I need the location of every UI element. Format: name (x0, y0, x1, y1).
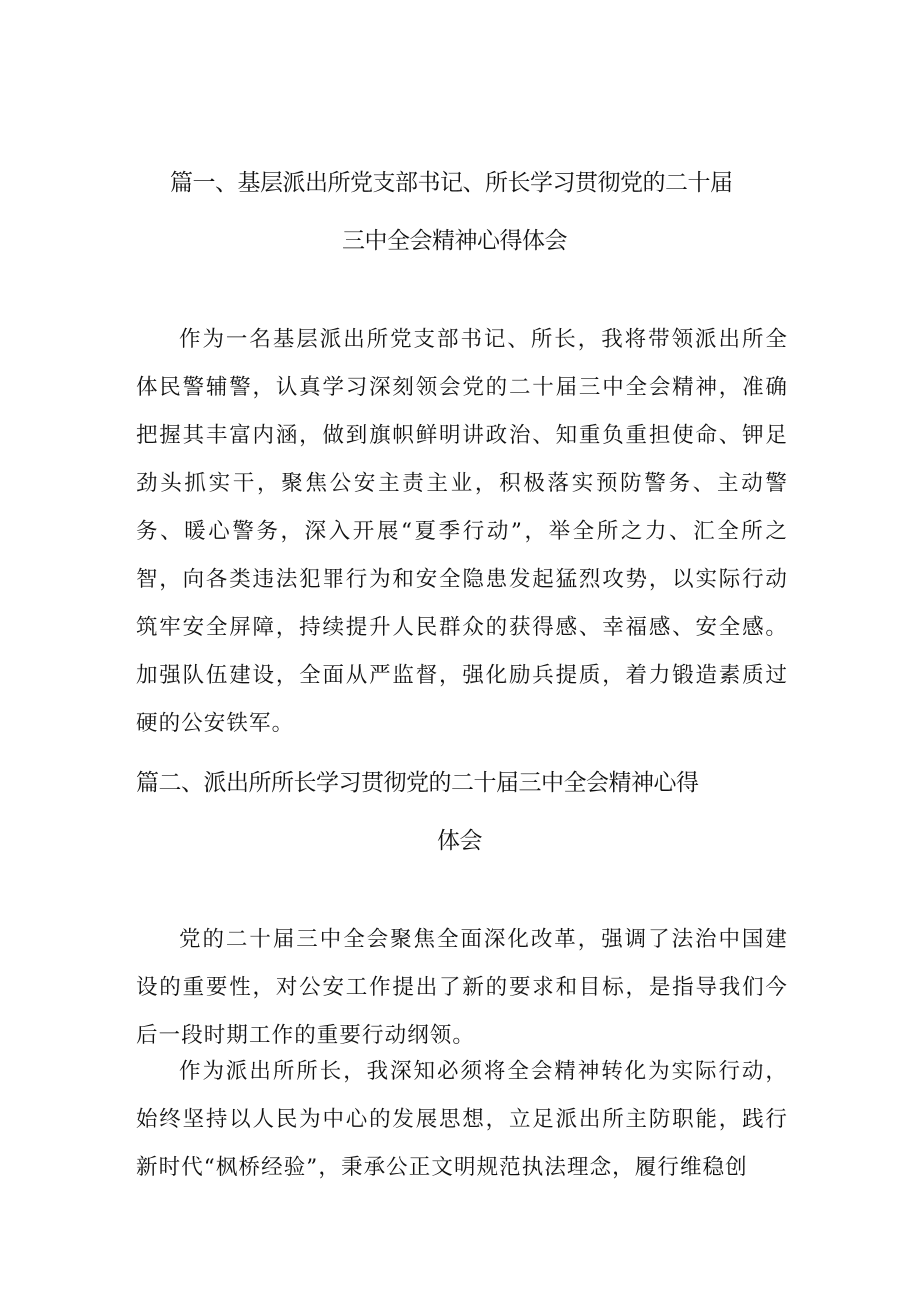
section2-paragraph2: 作为派出所所长，我深知必须将全会精神转化为实际行动，始终坚持以人民为中心的发展思想，立足派出所主防职能，践行新时代“枫桥经验”，秉承公正文明规范执法理念，履行维稳创 (136, 1059, 788, 1180)
section2-title-line2: 体会 (437, 828, 482, 854)
section1-title-line1: 篇一、基层派出所党支部书记、所长学习贯彻党的二十届 (170, 170, 733, 196)
section1-title-line2: 三中全会精神心得体会 (342, 228, 567, 254)
section2-paragraph1: 党的二十届三中全会聚焦全面深化改革，强调了法治中国建设的重要性，对公安工作提出了新的要求和目标，是指导我们今后一段时期工作的重要行动纲领。 (136, 927, 788, 1048)
section2-title-line1: 篇二、派出所所长学习贯彻党的二十届三中全会精神心得 (136, 770, 699, 796)
section1-paragraph1: 作为一名基层派出所党支部书记、所长，我将带领派出所全体民警辅警，认真学习深刻领会党的二十届三中全会精神，准确把握其丰富内涵，做到旗帜鲜明讲政治、知重负重担使命、钾足劲头抓实干，聚焦公安主责主业，积极落实预防警务、主动警务、暖心警务，深入开展“夏季行动”，举全所之力、汇全所之智，向各类违法犯罪行为和安全隐患发起猛烈攻势，以实际行动筑牢安全屏障，持续提升人民群众的获得感、幸福感、安全感。加强队伍建设，全面从严监督，强化励兵提质，着力锻造素质过硬的公安铁军。 (136, 327, 788, 736)
